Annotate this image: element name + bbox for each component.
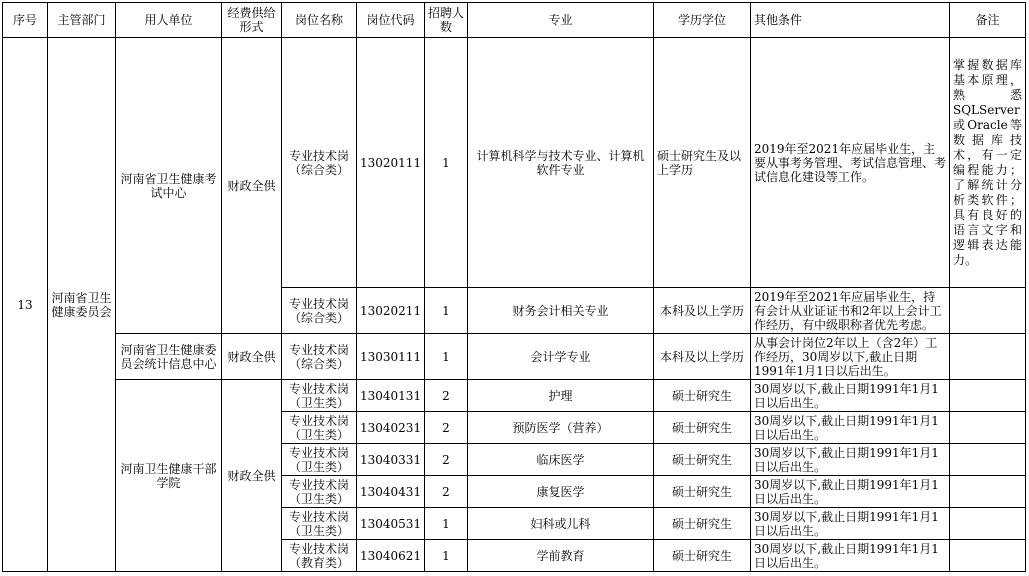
header-row [3, 3, 1026, 38]
major-cell: 计算机科学与技术专业、计算机软件专业 [468, 38, 654, 288]
other-cell: 30周岁以下,截止日期1991年1月1日以后出生。 [751, 412, 950, 444]
other-cell: 30周岁以下,截止日期1991年1月1日以后出生。 [751, 508, 950, 540]
position-cell: 专业技术岗（卫生类） [282, 508, 357, 540]
unit-cell: 河南省卫生健康委员会统计信息中心 [116, 334, 222, 380]
other-cell: 30周岁以下,截止日期1991年1月1日以后出生。 [751, 444, 950, 476]
remark-cell [950, 540, 1026, 572]
position-cell: 专业技术岗（综合类） [282, 38, 357, 288]
remark-cell: 掌握数据库基本原理，熟悉SQLServer或Oracle等数据库技术，有一定编程能力；了解统计分析类软件；具有良好的语言文字和逻辑表达能力。 [950, 38, 1026, 288]
unit-cell: 河南卫生健康干部学院 [116, 380, 222, 572]
major-cell: 会计学专业 [468, 334, 654, 380]
recruitment-table [2, 2, 1026, 572]
count-cell: 1 [425, 540, 468, 572]
count-cell: 1 [425, 334, 468, 380]
edu-cell: 硕士研究生 [654, 540, 751, 572]
major-cell: 康复医学 [468, 476, 654, 508]
header-code: 岗位代码 [357, 3, 425, 38]
code-cell: 13040331 [357, 444, 425, 476]
other-cell: 2019年至2021年应届毕业生，持有会计从业证证书和2年以上会计工作经历，有中级职称者优先考虑。 [751, 288, 950, 334]
edu-cell: 硕士研究生 [654, 476, 751, 508]
edu-cell: 硕士研究生 [654, 380, 751, 412]
table-row [3, 38, 1026, 288]
count-cell: 2 [425, 476, 468, 508]
remark-cell [950, 334, 1026, 380]
major-cell: 临床医学 [468, 444, 654, 476]
remark-cell [950, 288, 1026, 334]
major-cell: 财务会计相关专业 [468, 288, 654, 334]
other-cell: 从事会计岗位2年以上（含2年）工作经历，30周岁以下,截止日期1991年1月1日以后出生。 [751, 334, 950, 380]
header-other: 其他条件 [751, 3, 950, 38]
code-cell: 13030111 [357, 334, 425, 380]
position-cell: 专业技术岗（卫生类） [282, 412, 357, 444]
header-edu: 学历学位 [654, 3, 751, 38]
code-cell: 13040621 [357, 540, 425, 572]
major-cell: 护理 [468, 380, 654, 412]
edu-cell: 本科及以上学历 [654, 334, 751, 380]
table-row [3, 334, 1026, 380]
dept-cell: 河南省卫生健康委员会 [48, 38, 116, 572]
seq-cell: 13 [3, 38, 48, 572]
count-cell: 2 [425, 380, 468, 412]
position-cell: 专业技术岗（教育类） [282, 540, 357, 572]
remark-cell [950, 380, 1026, 412]
major-cell: 妇科或儿科 [468, 508, 654, 540]
code-cell: 13040431 [357, 476, 425, 508]
edu-cell: 硕士研究生 [654, 508, 751, 540]
header-seq: 序号 [3, 3, 48, 38]
major-cell: 预防医学（营养） [468, 412, 654, 444]
other-cell: 30周岁以下,截止日期1991年1月1日以后出生。 [751, 540, 950, 572]
count-cell: 2 [425, 444, 468, 476]
position-cell: 专业技术岗（卫生类） [282, 444, 357, 476]
major-cell: 学前教育 [468, 540, 654, 572]
edu-cell: 硕士研究生及以上学历 [654, 38, 751, 288]
edu-cell: 硕士研究生 [654, 412, 751, 444]
count-cell: 1 [425, 38, 468, 288]
remark-cell [950, 508, 1026, 540]
code-cell: 13040131 [357, 380, 425, 412]
code-cell: 13040531 [357, 508, 425, 540]
position-cell: 专业技术岗（卫生类） [282, 476, 357, 508]
header-unit: 用人单位 [116, 3, 222, 38]
header-count: 招聘人数 [425, 3, 468, 38]
funding-cell: 财政全供 [222, 334, 282, 380]
code-cell: 13020211 [357, 288, 425, 334]
remark-cell [950, 444, 1026, 476]
remark-cell [950, 476, 1026, 508]
header-major: 专业 [468, 3, 654, 38]
header-remark: 备注 [950, 3, 1026, 38]
other-cell: 30周岁以下,截止日期1991年1月1日以后出生。 [751, 380, 950, 412]
count-cell: 2 [425, 412, 468, 444]
position-cell: 专业技术岗（综合类） [282, 288, 357, 334]
code-cell: 13040231 [357, 412, 425, 444]
unit-cell: 河南省卫生健康考试中心 [116, 38, 222, 334]
edu-cell: 本科及以上学历 [654, 288, 751, 334]
other-cell: 30周岁以下,截止日期1991年1月1日以后出生。 [751, 476, 950, 508]
count-cell: 1 [425, 508, 468, 540]
position-cell: 专业技术岗（卫生类） [282, 380, 357, 412]
edu-cell: 硕士研究生 [654, 444, 751, 476]
header-dept: 主管部门 [48, 3, 116, 38]
count-cell: 1 [425, 288, 468, 334]
other-cell: 2019年至2021年应届毕业生，主要从事考务管理、考试信息管理、考试信息化建设等工作。 [751, 38, 950, 288]
funding-cell: 财政全供 [222, 38, 282, 334]
remark-cell [950, 412, 1026, 444]
header-funding: 经费供给形式 [222, 3, 282, 38]
funding-cell: 财政全供 [222, 380, 282, 572]
header-position: 岗位名称 [282, 3, 357, 38]
position-cell: 专业技术岗（综合类） [282, 334, 357, 380]
code-cell: 13020111 [357, 38, 425, 288]
table-row [3, 380, 1026, 412]
